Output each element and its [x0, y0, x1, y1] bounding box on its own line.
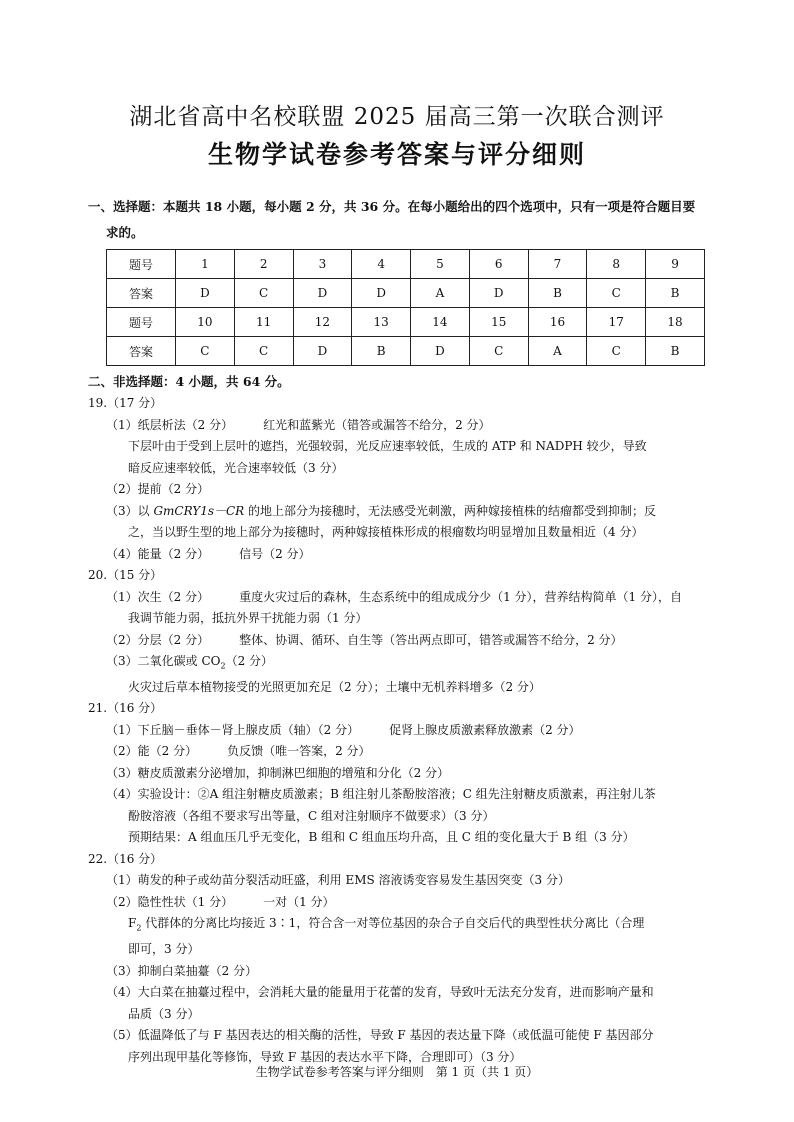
- answer-table-cell: 2: [234, 250, 293, 279]
- q22-part5-cont: 序列出现甲基化等修饰，导致 F 基因的表达水平下降，合理即可）（3 分）: [128, 1049, 522, 1064]
- answer-table-cell: 15: [469, 308, 528, 337]
- q22-part2-explanation-cont: 即可，3 分）: [128, 942, 200, 957]
- answer-table-cell: D: [176, 279, 235, 308]
- answer-table-cell: B: [646, 337, 705, 366]
- q20-part2: [88, 630, 718, 652]
- q21-part3: （3）糖皮质激素分泌增加，抑制淋巴细胞的增殖和分化（2 分）: [106, 765, 450, 780]
- answer-table-cell: D: [411, 337, 470, 366]
- q19-part4-answer-a: （4）能量（2 分）: [106, 546, 210, 561]
- q19-part3-gene-name: GmCRY1s－CR: [153, 503, 245, 518]
- q19-part2: （2）提前（2 分）: [106, 482, 210, 496]
- answer-table-cell: C: [469, 337, 528, 366]
- answer-table-row: [107, 279, 705, 308]
- q19-part1-answer-b: 红光和蓝紫光（错答或漏答不给分，2 分）: [263, 417, 491, 432]
- section2-body: [88, 393, 718, 1068]
- document-subtitle: 生物学试卷参考答案与评分细则: [207, 140, 586, 169]
- section1-heading-line2: 求的。: [106, 225, 144, 240]
- answer-table-row-label: 题号: [107, 250, 176, 279]
- q21-part2-answer-a: （2）能（2 分）: [106, 744, 198, 759]
- q19-part1-explanation-1: 下层叶由于受到上层叶的遮挡，光强较弱，光反应速率较低，生成的 ATP 和 NADPH 较少，导致: [128, 439, 647, 453]
- answer-table-cell: 3: [293, 250, 352, 279]
- q19-part3-prefix: （3）以: [106, 503, 154, 518]
- answer-table-cell: 12: [293, 308, 352, 337]
- q22-part2-answer-a: （2）隐性性状（1 分）: [106, 894, 234, 909]
- question-21-number: 21.（16 分）: [88, 701, 163, 716]
- answer-table-cell: 18: [646, 308, 705, 337]
- answer-table-cell: 7: [528, 250, 587, 279]
- answer-table-cell: 14: [411, 308, 470, 337]
- q20-part2-answer-a: （2）分层（2 分）: [106, 632, 210, 647]
- answer-table-row-label: 答案: [107, 279, 176, 308]
- answer-table-cell: 16: [528, 308, 587, 337]
- answer-table-cell: 1: [176, 250, 235, 279]
- answer-table-cell: B: [646, 279, 705, 308]
- page-footer: 生物学试卷参考答案与评分细则 第 1 页（共 1 页）: [255, 1065, 539, 1079]
- q19-part1-answer-a: （1）纸层析法（2 分）: [106, 417, 234, 432]
- answer-table-row: [107, 308, 705, 337]
- answer-table-cell: D: [469, 279, 528, 308]
- q21-part2: [88, 741, 718, 763]
- answer-table-cell: A: [528, 337, 587, 366]
- answer-table-row-label: 题号: [107, 308, 176, 337]
- answer-table: [106, 249, 705, 366]
- answer-table-row: [107, 337, 705, 366]
- q19-part1: [88, 415, 718, 437]
- q19-part3: [88, 501, 718, 523]
- answer-table-cell: 17: [587, 308, 646, 337]
- q19-part3-cont: 之，当以野生型的地上部分为接穗时，两种嫁接植株形成的根瘤数均明显增加且数量相近（4 分）: [128, 525, 644, 539]
- section2-heading: 二、非选择题：4 小题，共 64 分。: [88, 374, 290, 389]
- answer-table-cell: 9: [646, 250, 705, 279]
- answer-table-cell: B: [528, 279, 587, 308]
- q20-part1-cont: 我调节能力弱，抵抗外界干扰能力弱（1 分）: [128, 611, 368, 625]
- f2-label: F: [128, 916, 137, 931]
- q22-part5: （5）低温降低了与 F 基因表达的相关酶的活性，导致 F 基因的表达量下降（或低温可能使 F 基因部分: [106, 1028, 654, 1043]
- answer-table-cell: C: [234, 337, 293, 366]
- q19-part4: [88, 544, 718, 566]
- answer-table-cell: B: [352, 337, 411, 366]
- f2-subscript: 2: [136, 923, 142, 933]
- question-22-number: 22.（16 分）: [88, 851, 163, 866]
- q22-part4: （4）大白菜在抽薹过程中，会消耗大量的能量用于花蕾的发育，导致叶无法充分发育，进而影响产量和: [106, 985, 654, 1000]
- answer-table-cell: A: [411, 279, 470, 308]
- q19-part4-answer-b: 信号（2 分）: [239, 546, 311, 561]
- question-19-number: 19.（17 分）: [88, 396, 163, 410]
- answer-table-cell: 11: [234, 308, 293, 337]
- q20-part2-answer-b: 整体、协调、循环、自生等（答出两点即可，错答或漏答不给分，2 分）: [239, 632, 623, 647]
- q21-part1-answer-a: （1）下丘脑－垂体－肾上腺皮质（轴）（2 分）: [106, 722, 360, 737]
- q20-part1-answer-b: 重度火灾过后的森林，生态系统中的组成成分少（1 分），营养结构简单（1 分），自: [239, 589, 682, 604]
- exam-title: 湖北省高中名校联盟 2025 届高三第一次联合测评: [129, 104, 665, 130]
- co2-subscript: 2: [220, 661, 226, 671]
- q20-part3: [88, 651, 718, 677]
- answer-table-cell: 4: [352, 250, 411, 279]
- section1-heading-line1: 一、选择题：本题共 18 小题，每小题 2 分，共 36 分。在每小题给出的四个选项中，只有一项是符合题目要: [88, 199, 696, 214]
- answer-table-cell: C: [176, 337, 235, 366]
- answer-table-cell: C: [234, 279, 293, 308]
- q19-part3-text: 的地上部分为接穗时，无法感受光刺激，两种嫁接植株的结瘤都受到抑制；反: [244, 503, 657, 518]
- q22-part2: [88, 892, 718, 914]
- question-20-number: 20.（15 分）: [88, 568, 163, 582]
- answer-table-cell: 13: [352, 308, 411, 337]
- answer-table-cell: C: [587, 337, 646, 366]
- q22-part2-answer-b: 一对（1 分）: [263, 894, 335, 909]
- answer-table-cell: D: [352, 279, 411, 308]
- q21-part1-answer-b: 促肾上腺皮质激素释放激素（2 分）: [389, 722, 581, 737]
- q21-part1: [88, 720, 718, 742]
- answer-table-cell: 10: [176, 308, 235, 337]
- answer-table-cell: D: [293, 279, 352, 308]
- q20-part3-cont: 火灾过后草本植物接受的光照更加充足（2 分）；土壤中无机养料增多（2 分）: [128, 679, 541, 694]
- answer-table-cell: D: [293, 337, 352, 366]
- q21-part2-answer-b: 负反馈（唯一答案，2 分）: [227, 744, 371, 759]
- q22-part2-explanation: [88, 913, 718, 939]
- q20-part1: [88, 587, 718, 609]
- q22-part1: （1）萌发的种子或幼苗分裂活动旺盛，利用 EMS 溶液诱变容易发生基因突变（3 分）: [106, 873, 570, 888]
- q21-part4-cont: 酚胺溶液（各组不要求写出等量，C 组对注射顺序不做要求）（3 分）: [128, 808, 495, 823]
- q20-part1-answer-a: （1）次生（2 分）: [106, 589, 210, 604]
- answer-table-row-label: 答案: [107, 337, 176, 366]
- section1-heading: [88, 194, 708, 246]
- q22-part2-explanation-text: 代群体的分离比均接近 3∶1，符合含一对等位基因的杂合子自交后代的典型性状分离比（合理: [141, 916, 645, 931]
- q21-part4-expected-result: 预期结果：A 组血压几乎无变化，B 组和 C 组血压均升高，且 C 组的变化量大于 B 组（3 分）: [128, 830, 635, 845]
- answer-table-cell: 8: [587, 250, 646, 279]
- q20-part3-score: （2 分）: [225, 654, 274, 668]
- answer-table-cell: 6: [469, 250, 528, 279]
- q19-part1-explanation-2: 暗反应速率较低，光合速率较低（3 分）: [128, 460, 344, 475]
- q22-part3: （3）抑制白菜抽薹（2 分）: [106, 963, 258, 978]
- q22-part4-cont: 品质（3 分）: [128, 1006, 200, 1021]
- answer-table-cell: C: [587, 279, 646, 308]
- q21-part4: （4）实验设计：②A 组注射糖皮质激素；B 组注射儿茶酚胺溶液；C 组先注射糖皮质激素，再注射儿茶: [106, 787, 656, 802]
- q20-part3-prefix: （3）二氧化碳或 CO: [106, 654, 221, 668]
- answer-table-row: [107, 250, 705, 279]
- answer-table-cell: 5: [411, 250, 470, 279]
